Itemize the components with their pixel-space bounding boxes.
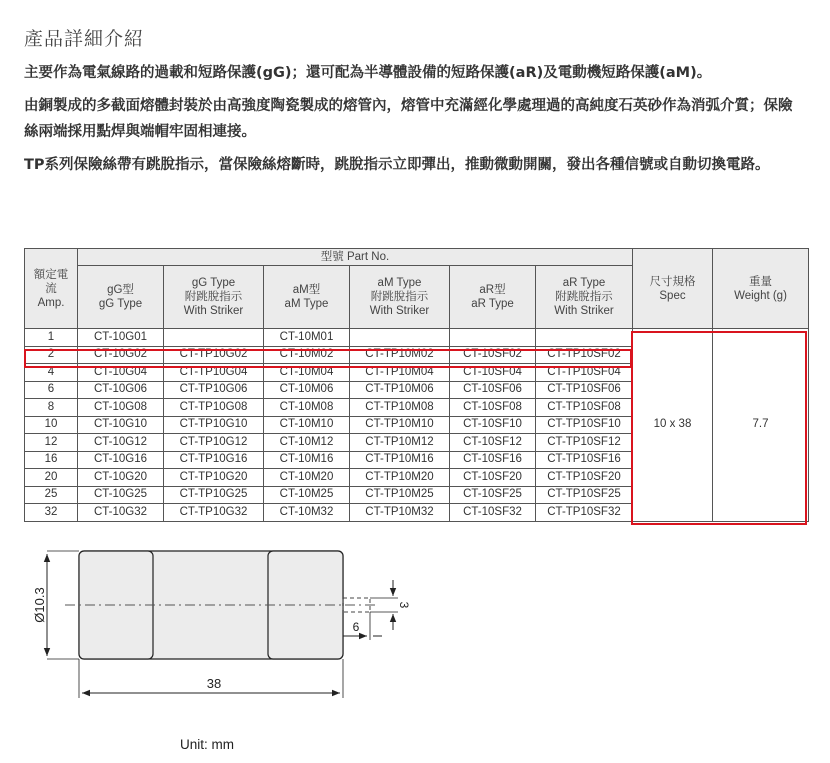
- part-number-cell: CT-10G01: [78, 329, 164, 347]
- part-number-cell: CT-TP10SF06: [536, 381, 633, 399]
- part-number-cell: CT-TP10G12: [164, 434, 264, 452]
- part-no-group-header: 型號 Part No.: [78, 249, 633, 266]
- part-number-cell: CT-10M25: [264, 486, 350, 504]
- part-number-cell: [350, 329, 450, 347]
- part-number-cell: CT-TP10SF02: [536, 346, 633, 364]
- part-number-cell: [536, 329, 633, 347]
- am-striker-header: aM Type 附跳脫指示 With Striker: [350, 266, 450, 329]
- amp-cell: 25: [25, 486, 78, 504]
- part-number-cell: CT-10SF02: [450, 346, 536, 364]
- part-number-cell: CT-10SF20: [450, 469, 536, 487]
- part-number-cell: CT-10M10: [264, 416, 350, 434]
- part-number-cell: CT-TP10SF16: [536, 451, 633, 469]
- part-number-cell: CT-TP10SF08: [536, 399, 633, 417]
- amp-cell: 16: [25, 451, 78, 469]
- part-number-cell: CT-TP10M32: [350, 504, 450, 522]
- part-number-cell: [164, 329, 264, 347]
- part-number-cell: CT-TP10M06: [350, 381, 450, 399]
- amp-cell: 32: [25, 504, 78, 522]
- part-number-cell: CT-10G06: [78, 381, 164, 399]
- diameter-label: Ø10.3: [32, 587, 47, 623]
- part-number-cell: CT-10G12: [78, 434, 164, 452]
- weight-value-cell: 7.7: [713, 329, 809, 522]
- part-number-cell: CT-TP10M04: [350, 364, 450, 382]
- part-number-cell: CT-TP10M10: [350, 416, 450, 434]
- part-number-cell: CT-10SF25: [450, 486, 536, 504]
- part-number-cell: CT-TP10M12: [350, 434, 450, 452]
- part-number-cell: CT-10G08: [78, 399, 164, 417]
- weight-header: 重量 Weight (g): [713, 249, 809, 329]
- part-number-cell: CT-10SF12: [450, 434, 536, 452]
- amp-cell: 10: [25, 416, 78, 434]
- part-number-cell: CT-TP10M08: [350, 399, 450, 417]
- part-number-cell: CT-10M20: [264, 469, 350, 487]
- part-number-cell: [450, 329, 536, 347]
- amp-cell: 8: [25, 399, 78, 417]
- part-number-cell: CT-10G32: [78, 504, 164, 522]
- description-paragraph: TP系列保險絲帶有跳脫指示，當保險絲熔斷時，跳脫指示立即彈出，推動微動開關，發出各種信號或自動切換電路。: [24, 157, 770, 173]
- ar-striker-header: aR Type 附跳脫指示 With Striker: [536, 266, 633, 329]
- part-number-cell: CT-10M16: [264, 451, 350, 469]
- part-number-cell: CT-TP10SF20: [536, 469, 633, 487]
- amp-cell: 6: [25, 381, 78, 399]
- amp-cell: 2: [25, 346, 78, 364]
- am-type-header: aM型 aM Type: [264, 266, 350, 329]
- amp-cell: 20: [25, 469, 78, 487]
- part-number-cell: CT-10SF04: [450, 364, 536, 382]
- part-number-cell: CT-10G10: [78, 416, 164, 434]
- part-number-cell: CT-TP10M02: [350, 346, 450, 364]
- part-number-cell: CT-TP10G02: [164, 346, 264, 364]
- amp-header: 額定電流 Amp.: [25, 249, 78, 329]
- highlight-row-box: [24, 349, 632, 368]
- part-number-cell: CT-TP10G32: [164, 504, 264, 522]
- fuse-dimension-diagram: [0, 540, 830, 730]
- part-number-cell: CT-TP10G20: [164, 469, 264, 487]
- part-number-cell: CT-TP10SF10: [536, 416, 633, 434]
- part-number-cell: CT-TP10M20: [350, 469, 450, 487]
- amp-cell: 1: [25, 329, 78, 347]
- part-number-cell: CT-10G25: [78, 486, 164, 504]
- part-number-cell: CT-10G16: [78, 451, 164, 469]
- pin-diameter-label: 3: [397, 601, 411, 609]
- unit-label: Unit: mm: [180, 737, 234, 752]
- part-number-cell: CT-10SF06: [450, 381, 536, 399]
- part-number-cell: CT-TP10SF04: [536, 364, 633, 382]
- part-number-cell: CT-10SF16: [450, 451, 536, 469]
- part-number-cell: CT-TP10M25: [350, 486, 450, 504]
- spec-value-cell: 10 x 38: [633, 329, 713, 522]
- gg-type-header: gG型 gG Type: [78, 266, 164, 329]
- part-number-cell: CT-TP10G16: [164, 451, 264, 469]
- highlight-spec-weight-box: [631, 331, 807, 525]
- part-number-cell: CT-10M32: [264, 504, 350, 522]
- description-paragraph: 由銅製成的多截面熔體封裝於由高強度陶瓷製成的熔管內，熔管中充滿經化學處理過的高純度石英砂作為消弧介質；保險絲兩端採用點焊與端帽牢固相連接。: [24, 98, 793, 140]
- part-number-cell: CT-TP10G10: [164, 416, 264, 434]
- part-number-cell: CT-TP10G08: [164, 399, 264, 417]
- part-number-cell: CT-10G04: [78, 364, 164, 382]
- part-number-cell: CT-10SF10: [450, 416, 536, 434]
- part-number-cell: CT-TP10G25: [164, 486, 264, 504]
- part-number-cell: CT-10G20: [78, 469, 164, 487]
- ar-type-header: aR型 aR Type: [450, 266, 536, 329]
- part-number-cell: CT-10SF32: [450, 504, 536, 522]
- part-number-cell: CT-10M02: [264, 346, 350, 364]
- pin-length-label: 6: [352, 620, 360, 634]
- part-number-cell: CT-10M04: [264, 364, 350, 382]
- spec-header: 尺寸規格 Spec: [633, 249, 713, 329]
- amp-cell: 12: [25, 434, 78, 452]
- part-number-cell: CT-TP10M16: [350, 451, 450, 469]
- part-number-cell: CT-10M01: [264, 329, 350, 347]
- part-number-cell: CT-TP10SF25: [536, 486, 633, 504]
- part-number-cell: CT-TP10G06: [164, 381, 264, 399]
- part-number-cell: CT-TP10SF32: [536, 504, 633, 522]
- part-number-cell: CT-TP10G04: [164, 364, 264, 382]
- amp-cell: 4: [25, 364, 78, 382]
- part-number-cell: CT-10M12: [264, 434, 350, 452]
- part-number-cell: CT-10M06: [264, 381, 350, 399]
- part-number-cell: CT-TP10SF12: [536, 434, 633, 452]
- part-number-cell: CT-10SF08: [450, 399, 536, 417]
- description-paragraph: 主要作為電氣線路的過載和短路保護(gG)；還可配為半導體設備的短路保護(aR)及電動機短路保護(aM)。: [24, 65, 712, 81]
- page-title: 產品詳細介紹: [24, 28, 145, 50]
- part-number-cell: CT-10G02: [78, 346, 164, 364]
- gg-striker-header: gG Type 附跳脫指示 With Striker: [164, 266, 264, 329]
- part-number-cell: CT-10M08: [264, 399, 350, 417]
- length-label: 38: [206, 676, 222, 691]
